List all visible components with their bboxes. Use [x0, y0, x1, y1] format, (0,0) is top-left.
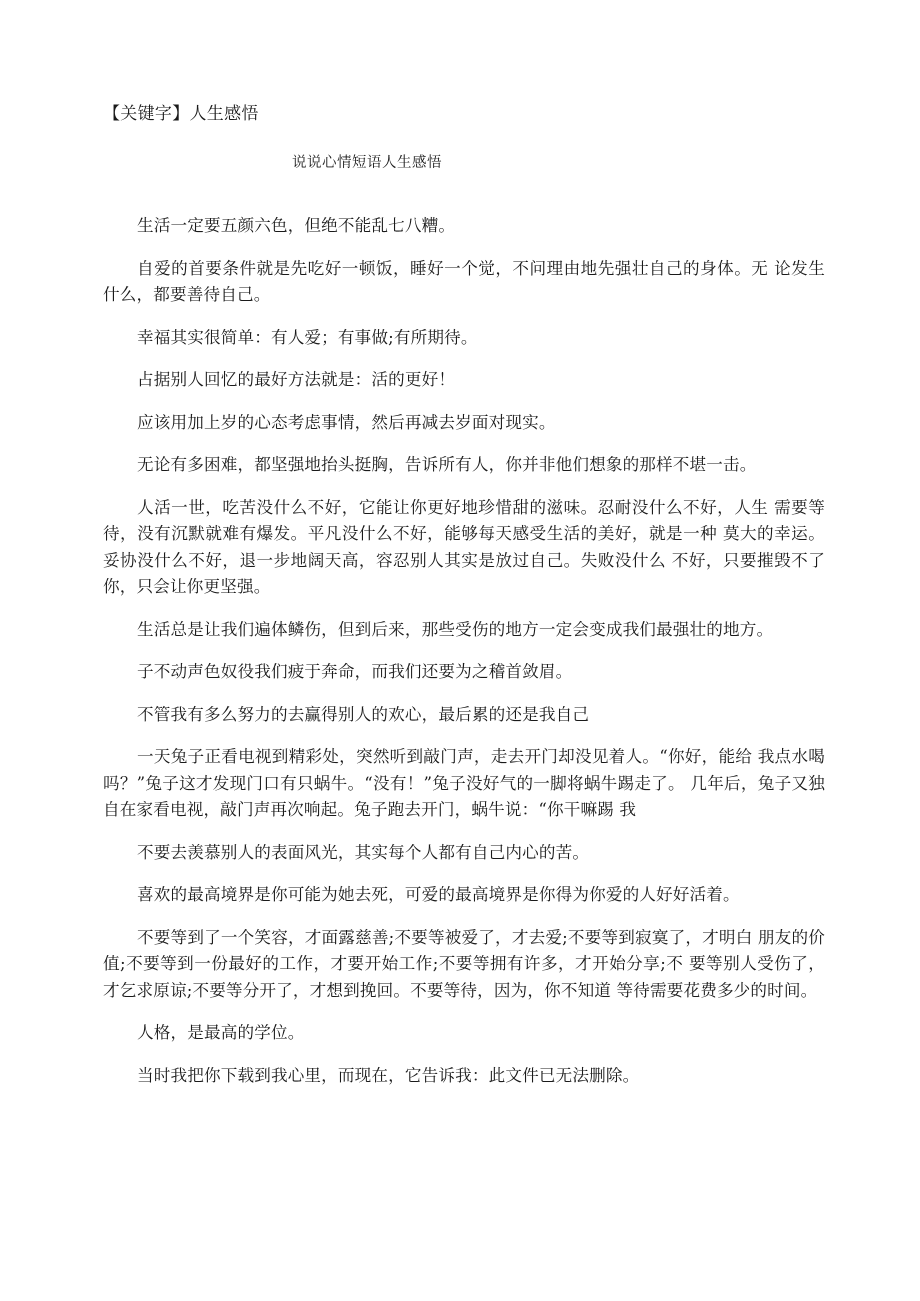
paragraph: 不管我有多么努力的去赢得别人的欢心，最后累的还是我自己	[137, 704, 590, 724]
paragraph: 生活一定要五颜六色，但绝不能乱七八糟。	[137, 216, 456, 235]
paragraph: 人格，是最高的学位。	[137, 1023, 305, 1042]
keywords-line: 【关键字】人生感悟	[103, 104, 259, 124]
paragraph: 生活总是让我们遍体鳞伤，但到后来，那些受伤的地方一定会变成我们最强壮的地方。	[137, 619, 774, 639]
document-body	[103, 213, 825, 1105]
paragraph: 人活一世，吃苦没什么不好，它能让你更好地珍惜甜的滋味。忍耐没什么不好，人生 需要等待，没有沉默就难有爆发。平凡没什么不好，能够每天感受生活的美好，就是一种 莫大的幸运。妥协没什么不好，退一步地阔天高，容忍别人其实是放过自己。失败没什么 不好，只要摧毁不了你，只会让你更坚强。	[103, 497, 825, 596]
paragraph: 占据别人回忆的最好方法就是：活的更好！	[137, 370, 456, 389]
paragraph: 无论有多困难，都坚强地抬头挺胸，告诉所有人，你并非他们想象的那样不堪一击。	[137, 455, 757, 474]
paragraph: 一天兔子正看电视到精彩处，突然听到敲门声，走去开门却没见着人。“你好，能给 我点水喝吗？”兔子这才发现门口有只蜗牛。“没有！”兔子没好气的一脚将蜗牛踢走了。 几年后，兔子又独自在家看电视，敲门声再次响起。兔子跑去开门，蜗牛说：“你干嘛踢 我	[103, 747, 825, 819]
paragraph: 当时我把你下载到我心里，而现在，它告诉我：此文件已无法删除。	[137, 1065, 640, 1085]
document-title: 说说心情短语人生感悟	[292, 155, 442, 171]
paragraph: 子不动声色奴役我们疲于奔命，而我们还要为之稽首敛眉。	[137, 662, 573, 681]
paragraph: 幸福其实很简单：有人爱；有事做;有所期待。	[137, 327, 478, 347]
paragraph: 自爱的首要条件就是先吃好一顿饭，睡好一个觉，不问理由地先强壮自己的身体。无 论发生什么，都要善待自己。	[103, 258, 825, 304]
paragraph: 喜欢的最高境界是你可能为她去死，可爱的最高境界是你得为你爱的人好好活着。	[137, 885, 740, 904]
paragraph: 应该用加上岁的心态考虑事情，然后再减去岁面对现实。	[137, 412, 556, 432]
paragraph: 不要等到了一个笑容，才面露慈善;不要等被爱了，才去爱;不要等到寂寞了，才明白 朋友的价值;不要等到一份最好的工作，才要开始工作;不要等拥有许多，才开始分享;不 要等别人受伤了，才乞求原谅;不要等分开了，才想到挽回。不要等待，因为，你不知道 等待需要花费多少的时间。	[103, 927, 825, 1000]
paragraph: 不要去羡慕别人的表面风光，其实每个人都有自己内心的苦。	[137, 842, 590, 862]
